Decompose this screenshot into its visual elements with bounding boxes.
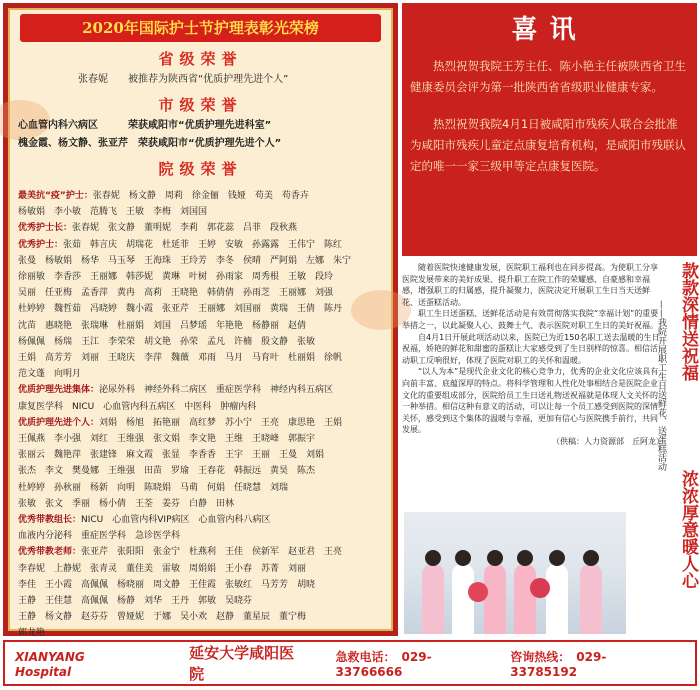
- honor-row-label: 优秀带教老师：: [18, 547, 82, 558]
- honor-row: [18, 561, 385, 577]
- honor-row-names: 张亚芹 张阳阳 张金宁 杜燕利 王佳 侯新军 赵亚君 王亮: [81, 547, 343, 558]
- honor-row: [18, 237, 385, 253]
- footer-hospital-name: 延安大学咸阳医院: [189, 644, 295, 683]
- honor-row: [18, 463, 385, 479]
- article-body: [402, 262, 664, 508]
- honor-row: [18, 512, 385, 528]
- article-paragraph: “以人为本”是现代企业文化的核心竞争力，优秀的企业文化应该具有向前丰富、底蕴深厚的特点。将科学管理和人性化处事相结合是医院企业文化的重要组成部分，医院给员工生日送礼物送祝福就是体现人文关怀的一种举措。相信这种有意义的活动，可以让每一个员工感受到医院的深情关怀，感受到这个集体的温暖与幸福，更加有信心与医院携手前行，共同发展。: [402, 367, 659, 435]
- honor-row: [18, 285, 385, 301]
- footer-brand: XIANYANG Hospital: [15, 649, 97, 679]
- honor-row-names: 徐丽敏 李香莎 王丽娜 韩莎妮 黄琳 叶树 孙雨家 周秀根 王敏 段玲: [18, 272, 334, 283]
- honor-row-names: 杨佩佩 杨瑞 王江 李荣荣 胡文艳 孙荣 孟凡 许楠 殷文静 张敏: [18, 336, 316, 347]
- honor-row-names: 康复医学科 NICU 心血管内科五病区 中医科 肿瘤内科: [18, 401, 257, 412]
- honor-row-names: 张丽云 魏艳萍 张建锋 麻文霞 张显 李香香 王宇 王丽 王曼 刘娟: [18, 450, 325, 461]
- provincial-heading: 省级荣誉: [158, 50, 243, 68]
- honor-row: [18, 577, 385, 593]
- honor-row: [18, 334, 385, 350]
- hospital-heading: 院级荣誉: [158, 160, 243, 178]
- honor-row: [18, 269, 385, 285]
- honor-row: [18, 609, 385, 625]
- honor-row-names: 王佩燕 李小强 刘红 王维强 张文娟 李文艳 王维 王晓峰 郭振宇: [18, 434, 316, 445]
- article-paragraph: 随着医院快速健康发展，医院职工福利也在同步提高。为使职工分享医院发展带来的美好成果、提升职工在院工作的荣耀感、自豪感和幸福感，增强职工的归属感，提升凝聚力，医院决定开展职工生日当天送鲜花、送蛋糕活动。: [402, 263, 658, 307]
- honor-row-names: 张春妮 张文静 董明妮 李莉 郭花蕊 吕菲 段秋燕: [72, 223, 298, 234]
- honor-row: [18, 301, 385, 317]
- honor-row-names: 杜婷婷 孙秋丽 杨新 向明 陈晓娟 马萌 何娟 任晓慧 刘瑞: [18, 482, 289, 493]
- honor-row-label: 优质护理先进集体：: [18, 385, 100, 396]
- good-news-title: 喜讯: [511, 15, 588, 45]
- article-paragraph: 自4月1日开展此项活动以来，医院已为近150名职工送去温暖的生日祝福，娇艳的鲜花和甜蜜的蛋糕让大家感受到了生日别样的惊喜。相信活动职工反响很好，体现了医院对职工的关怀和温暖。: [402, 332, 660, 365]
- honor-row-names: 泌尿外科 神经外科二病区 重症医学科 神经内科五病区: [99, 385, 334, 396]
- provincial-line: 张春妮 被推荐为陕西省“优质护理先进个人”: [78, 74, 289, 85]
- honor-roll-content: [8, 8, 393, 639]
- honor-row-label: 优质护理先进个人：: [18, 417, 100, 428]
- honor-row-names: 张春妮 杨文静 周莉 徐金俪 钱娅 苟美 苟香卉: [92, 191, 309, 201]
- honor-roll-title: 2020年国际护士节护理表彰光荣榜: [20, 14, 381, 42]
- honor-row-names: 王静 杨文静 赵芬芬 曾娅妮 于娜 吴小欢 赵静 董星辰 董宁梅: [18, 612, 307, 623]
- honor-row-label: 优秀护士：: [18, 239, 64, 250]
- honor-row: [18, 350, 385, 366]
- honor-row-names: 李佳 王小霞 高佩佩 杨晓丽 周文静 王佳霞 张敏红 马芳芳 胡晓: [18, 579, 316, 590]
- honor-row: [18, 415, 385, 431]
- honor-row-names: 吴丽 任亚梅 孟香萍 黄冉 高莉 王晓艳 韩倩倩 孙雨芝 王丽娜 刘强: [18, 288, 334, 299]
- honor-row: [18, 382, 385, 398]
- honor-row: [18, 593, 385, 609]
- news-panel: [402, 3, 697, 256]
- footer-emergency-phone: 急救电话： 029-33766666: [335, 649, 432, 679]
- good-news-paragraph-2: 热烈祝贺我院4月1日被咸阳市残疾人联合会批准为咸阳市残疾儿童定点康复培育机构，是咸阳市残联认定的唯一一家三级甲等定点康复医院。: [410, 117, 686, 173]
- honor-row-label: 优秀带教组长：: [18, 515, 82, 526]
- staff-celebration-photo: [404, 512, 626, 634]
- city-heading: 市级荣誉: [158, 96, 243, 114]
- honor-row-names: 王静 王佳慧 高佩佩 杨静 刘华 王丹 郭敏 吴晓芬: [18, 596, 253, 607]
- good-news-box: [402, 3, 697, 256]
- honor-row-names: 王娟 高芳芳 刘丽 王晓庆 李萍 魏薇 邓雨 马月 马育叶 杜丽娟 徐帆: [18, 353, 343, 364]
- honor-row: [18, 399, 385, 415]
- honor-row: [18, 528, 385, 544]
- honor-row-names: 李春妮 上静妮 张青灵 董佳美 雷敏 周娟娟 王小春 苏菁 刘丽: [18, 563, 307, 574]
- honor-row-names: 张敏 张文 季丽 杨小倩 王荃 姜芬 白静 田林: [18, 498, 235, 509]
- article-source: （供稿：人力资源部 丘阿龙）: [552, 436, 664, 446]
- honor-row-label: 最美抗“疫”护士：: [18, 191, 93, 201]
- honor-row-names: 沈苗 惠晓艳 张瑞琳 杜丽娟 刘国 吕梦瑶 年艳艳 杨静丽 赵倩: [18, 320, 307, 331]
- vertical-subtitle: ——我院开展职工生日送鲜花、送蛋糕活动: [656, 300, 666, 471]
- honor-list: [18, 188, 385, 642]
- vertical-headline-2: 浓浓厚意暖人心: [678, 470, 698, 589]
- honor-row: [18, 366, 385, 382]
- honor-row-label: 优秀护士长：: [18, 223, 73, 234]
- honor-row: [18, 204, 385, 220]
- honor-row: [18, 188, 385, 204]
- honor-row-names: 范文蓬 向明月: [18, 369, 82, 380]
- hospital-footer: [3, 640, 697, 686]
- honor-row-names: NICU 心血管内科VIP病区 心血管内科八病区: [81, 515, 271, 526]
- honor-row-names: 张曼 杨敏娟 杨华 马玉琴 王海珠 王玲芳 李冬 侯晴 严阿娟 左娜 朱宁: [18, 255, 352, 266]
- city-line-2: 槐金霞、杨文静、张亚芹 荣获咸阳市“优质护理先进个人”: [18, 138, 282, 149]
- honor-row: [18, 480, 385, 496]
- honor-row: [18, 431, 385, 447]
- vertical-headline-1: 款款深情送祝福: [678, 262, 698, 381]
- honor-row: [18, 220, 385, 236]
- honor-row-names: 张茹 韩言庆 胡瑞花 杜延菲 王婷 安敏 孙露露 王伟宁 陈红: [63, 239, 343, 250]
- honor-row: [18, 318, 385, 334]
- honor-row: [18, 544, 385, 560]
- honor-row: [18, 447, 385, 463]
- footer-consult-phone: 咨询热线： 029-33785192: [510, 649, 607, 679]
- article-paragraph: 职工生日送蛋糕、送鲜花活动是有效贯彻落实我院“幸福计划”的重要举措之一，以此凝聚人心、鼓舞士气、表示医院对职工生日的美好祝福。: [402, 309, 659, 330]
- good-news-paragraph-1: 热烈祝贺我院王芳主任、陈小艳主任被陕西省卫生健康委员会评为第一批陕西省省级职业健康专家。: [410, 59, 686, 94]
- city-line-1: 心血管内科六病区 荣获咸阳市“优质护理先进科室”: [18, 120, 272, 131]
- honor-row: [18, 253, 385, 269]
- honor-row-names: 血液内分泌科 重症医学科 急诊医学科: [18, 531, 181, 542]
- honor-row-names: 刘娟 杨旭 拓艳丽 高红梦 苏小宁 王亮 康思艳 王娟: [99, 417, 343, 428]
- honor-row-names: 杜婷婷 魏哲茹 冯晓婷 魏小霞 张亚芹 王丽娜 刘国丽 黄瑞 王倩 陈丹: [18, 304, 343, 315]
- honor-row-names: 郭龙艳: [18, 628, 46, 639]
- honor-row-names: 杨敏娟 李小敏 范腾飞 王敏 李梅 刘国国: [18, 207, 208, 218]
- honor-roll-panel: [3, 3, 398, 639]
- honor-row-names: 张杰 李文 樊曼娜 王维强 田苗 罗瑜 王春花 韩振远 黄昊 陈杰: [18, 466, 316, 477]
- honor-row: [18, 496, 385, 512]
